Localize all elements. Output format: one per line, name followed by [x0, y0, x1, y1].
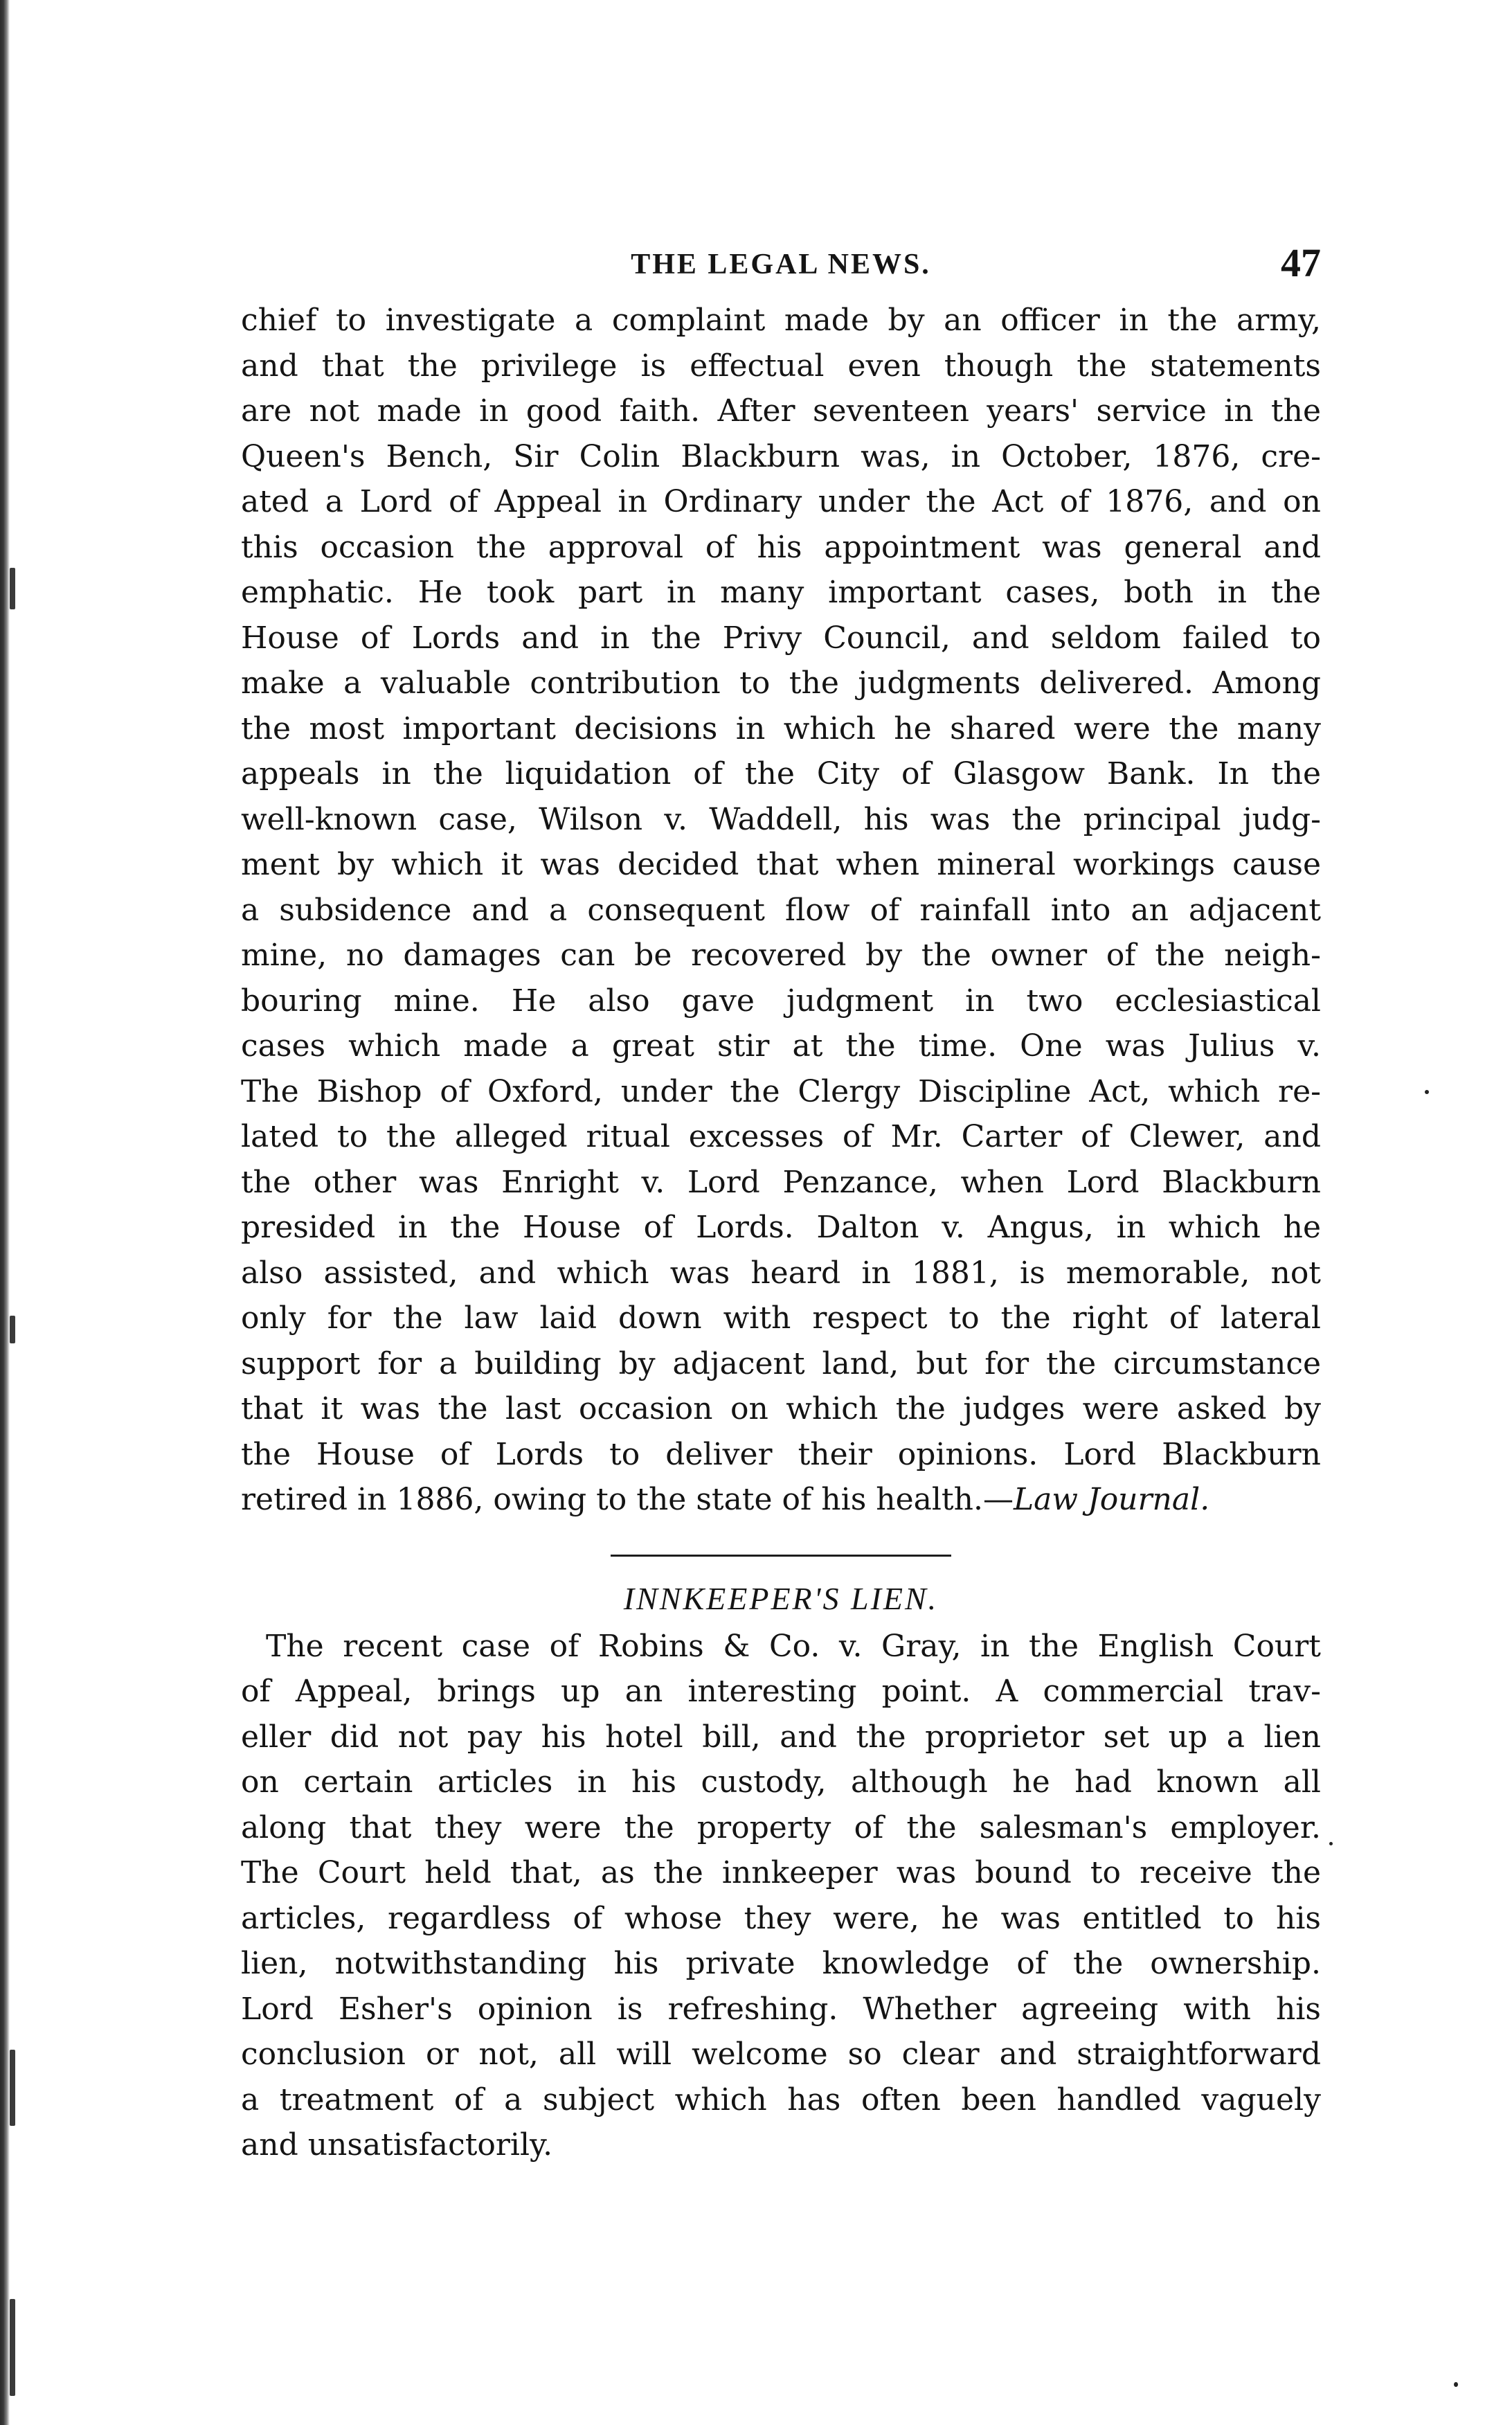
text-line: bouring mine. He also gave judgment in two ecclesiastical	[241, 983, 1321, 1019]
page-content	[241, 235, 1321, 2168]
text-line: The recent case of Robins & Co. v. Gray, in the English Court	[266, 1628, 1321, 1664]
text-line: The Bishop of Oxford, under the Clergy Discipline Act, which re-	[241, 1073, 1321, 1109]
text-line: of Appeal, brings up an interesting point. A commercial trav-	[241, 1674, 1321, 1709]
text-line: are not made in good faith. After seventeen years' service in the	[241, 393, 1321, 429]
text-line: this occasion the approval of his appointment was general and	[241, 529, 1321, 565]
text-line: lated to the alleged ritual excesses of Mr. Carter of Clewer, and	[241, 1119, 1321, 1154]
text-line: on certain articles in his custody, although he had known all	[241, 1764, 1321, 1800]
text-line: and that the privilege is effectual even though the statements	[241, 348, 1321, 384]
source-credit: Law Journal.	[1013, 1482, 1210, 1517]
print-speck	[1329, 1842, 1333, 1845]
text-line: eller did not pay his hotel bill, and the proprietor set up a lien	[241, 1719, 1321, 1755]
text-line: Queen's Bench, Sir Colin Blackburn was, in October, 1876, cre-	[241, 438, 1321, 474]
final-sentence: retired in 1886, owing to the state of his health.—	[241, 1482, 1014, 1517]
text-line: the other was Enright v. Lord Penzance, when Lord Blackburn	[241, 1164, 1321, 1200]
text-line: that it was the last occasion on which the judges were asked by	[241, 1391, 1321, 1426]
running-title: THE LEGAL NEWS.	[631, 249, 931, 280]
binding-mark	[10, 1316, 15, 1343]
text-line: mine, no damages can be recovered by the owner of the neigh-	[241, 938, 1321, 973]
running-header	[241, 235, 1321, 298]
binding-mark	[10, 2050, 15, 2126]
text-line: appeals in the liquidation of the City of Glasgow Bank. In the	[241, 756, 1321, 791]
text-line: articles, regardless of whose they were, he was entitled to his	[241, 1900, 1321, 1936]
text-line: well-known case, Wilson v. Waddell, his was the principal judg-	[241, 801, 1321, 837]
text-line: only for the law laid down with respect to the right of lateral	[241, 1300, 1321, 1336]
text-line: lien, notwithstanding his private knowledge of the ownership.	[241, 1946, 1321, 1981]
text-line: ment by which it was decided that when mineral workings cause	[241, 847, 1321, 882]
text-line: the House of Lords to deliver their opinions. Lord Blackburn	[241, 1436, 1321, 1472]
text-line: The Court held that, as the innkeeper was bound to receive the	[241, 1855, 1321, 1890]
article-innkeeper-text	[241, 1624, 1321, 2168]
text-line: House of Lords and in the Privy Council, and seldom failed to	[241, 620, 1321, 656]
text-line: a subsidence and a consequent flow of rainfall into an adjacent	[241, 892, 1321, 928]
text-line: along that they were the property of the salesman's employer.	[241, 1809, 1321, 1845]
page-binding-edge	[0, 0, 10, 2425]
text-line: the most important decisions in which he shared were the many	[241, 710, 1321, 746]
text-line: Lord Esher's opinion is refreshing. Whether agreeing with his	[241, 1991, 1321, 2027]
text-line: ated a Lord of Appeal in Ordinary under the Act of 1876, and on	[241, 484, 1321, 519]
text-line: also assisted, and which was heard in 1881, is memorable, not	[241, 1255, 1321, 1291]
text-line: support for a building by adjacent land, but for the circumstance	[241, 1345, 1321, 1381]
text-line: presided in the House of Lords. Dalton v. Angus, in which he	[241, 1210, 1321, 1245]
print-speck	[1454, 2382, 1458, 2387]
text-line: chief to investigate a complaint made by an officer in the army,	[241, 303, 1321, 338]
text-line: conclusion or not, all will welcome so clear and straightforward	[241, 2037, 1321, 2072]
print-speck	[1425, 1090, 1429, 1094]
binding-mark	[10, 2299, 15, 2396]
page-number: 47	[1281, 240, 1321, 285]
text-line: make a valuable contribution to the judgments delivered. Among	[241, 665, 1321, 701]
article-blackburn-text	[241, 298, 1321, 1523]
section-heading: INNKEEPER'S LIEN.	[623, 1580, 939, 1616]
section-divider	[611, 1555, 951, 1557]
binding-mark	[10, 568, 15, 609]
text-line: emphatic. He took part in many important cases, both in the	[241, 575, 1321, 610]
text-line: a treatment of a subject which has often been handled vaguely	[241, 2082, 1321, 2118]
text-line: cases which made a great stir at the time. One was Julius v.	[241, 1028, 1321, 1064]
text-line-final: and unsatisfactorily.	[241, 2127, 553, 2163]
text-line-final	[241, 1477, 1321, 1523]
